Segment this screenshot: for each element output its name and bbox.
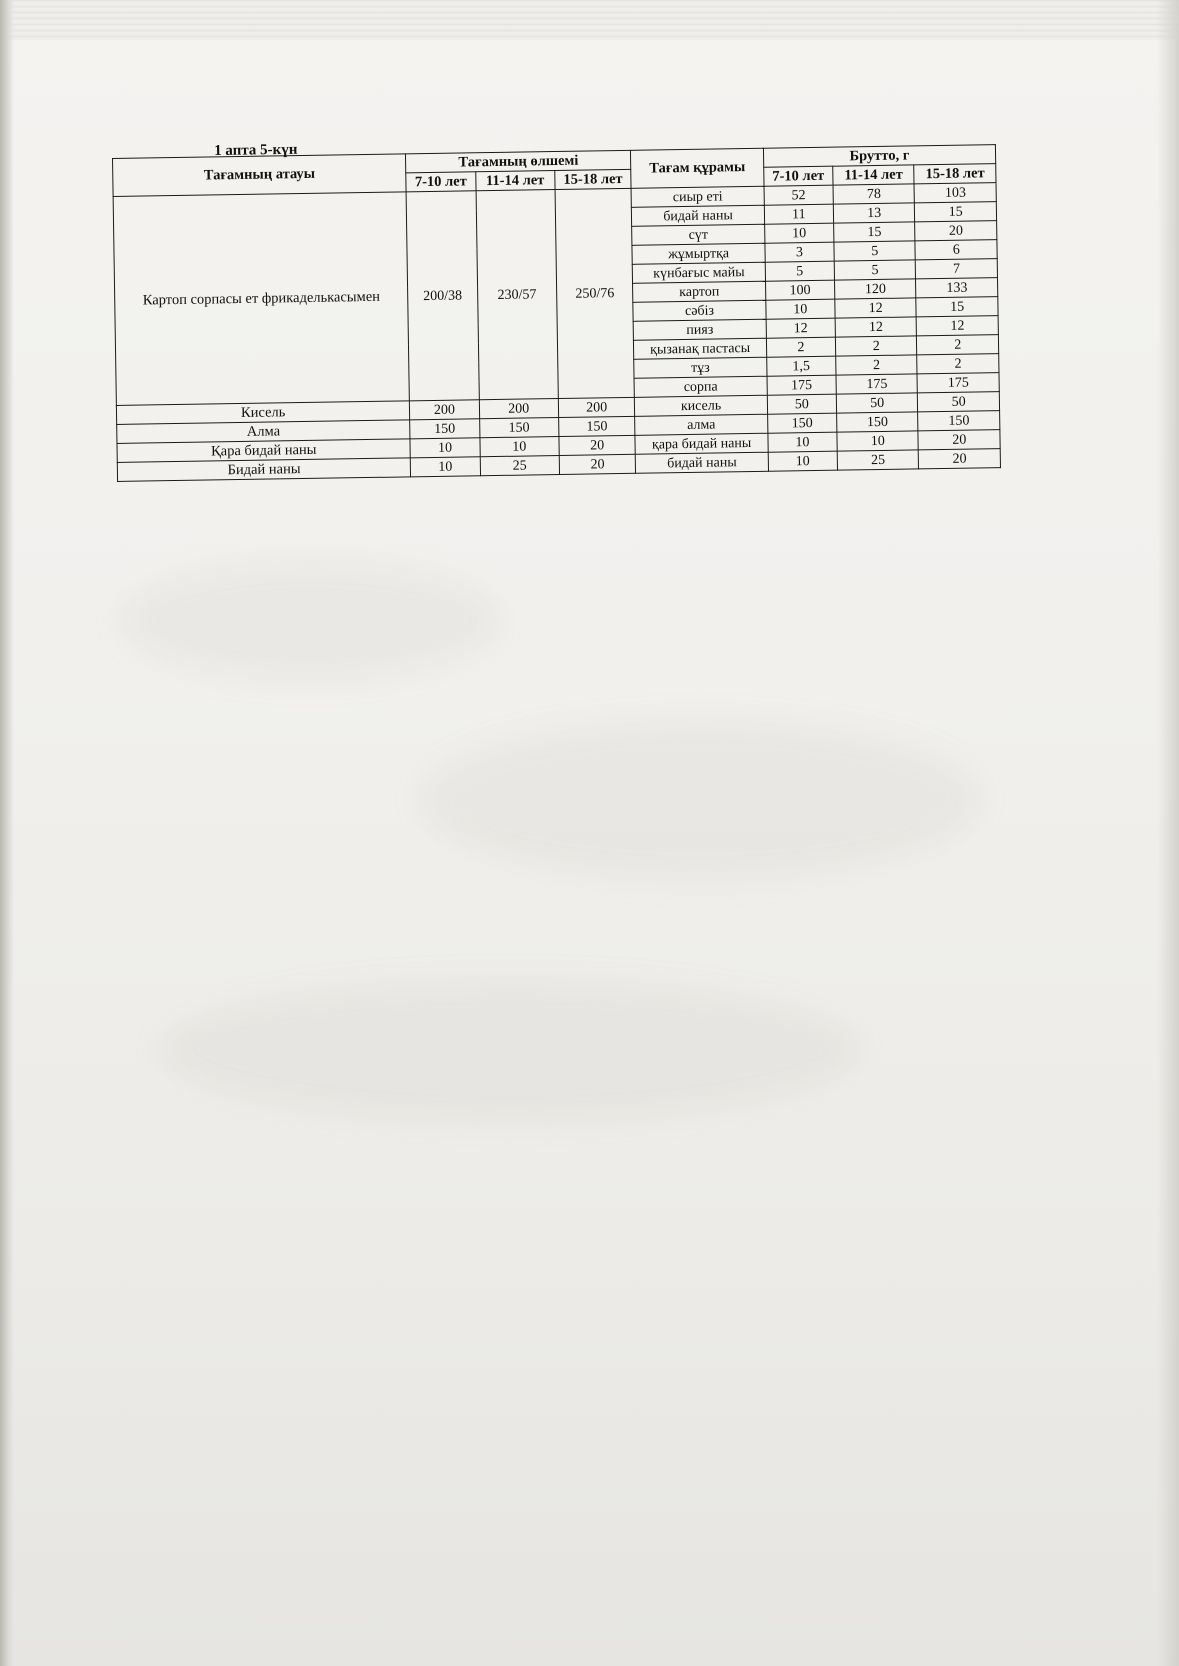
stacked-sheets-edge <box>0 0 1179 40</box>
brutto-cell: 78 <box>833 184 915 204</box>
brutto-cell: 11 <box>764 204 834 224</box>
brutto-cell: 10 <box>768 432 838 452</box>
brutto-cell: 12 <box>917 316 999 336</box>
portion-cell: 10 <box>479 437 559 457</box>
brutto-cell: 15 <box>834 222 916 242</box>
dish-name: Кисель <box>116 401 410 425</box>
portion-cell: 200 <box>558 397 635 417</box>
brutto-cell: 15 <box>916 297 998 317</box>
brutto-cell: 15 <box>915 202 997 222</box>
brutto-cell: 1,5 <box>766 356 836 376</box>
header-age-group: 15-18 лет <box>555 169 632 189</box>
ingredient-name: қызанақ пастасы <box>634 338 767 359</box>
portion-cell: 150 <box>479 418 559 438</box>
header-age-group: 11-14 лет <box>475 171 555 191</box>
brutto-cell: 2 <box>836 355 918 375</box>
brutto-cell: 50 <box>836 393 918 413</box>
dish-name: Қара бидай наны <box>117 439 411 463</box>
brutto-cell: 133 <box>916 278 998 298</box>
ingredient-name: пияз <box>633 319 766 340</box>
brutto-cell: 175 <box>917 373 999 393</box>
brutto-cell: 10 <box>764 223 834 243</box>
portion-cell: 20 <box>559 435 636 455</box>
header-dish-name: Тағамның атауы <box>113 154 407 197</box>
page-left-shadow <box>0 0 14 1666</box>
main-dish-name: Картоп сорпасы ет фрикаделькасымен <box>113 192 410 406</box>
ingredient-name: алма <box>635 414 768 435</box>
brutto-cell: 3 <box>765 242 835 262</box>
portion-cell: 25 <box>480 456 560 476</box>
brutto-cell: 7 <box>916 259 998 279</box>
brutto-cell: 20 <box>918 430 1000 450</box>
brutto-cell: 100 <box>765 280 835 300</box>
brutto-cell: 120 <box>835 279 917 299</box>
header-brutto: Брутто, г <box>763 145 996 168</box>
brutto-cell: 175 <box>836 374 918 394</box>
ingredient-name: күнбағыс майы <box>633 262 766 283</box>
brutto-cell: 150 <box>837 412 919 432</box>
page-right-shadow <box>1157 0 1179 1666</box>
portion-cell: 150 <box>410 419 480 439</box>
portion-cell: 10 <box>411 457 481 477</box>
portion-cell: 200 <box>410 400 480 420</box>
ingredient-name: жұмыртқа <box>632 243 765 264</box>
bleed-through-shadow <box>160 980 860 1120</box>
portion-cell: 200 <box>479 399 559 419</box>
header-age-group: 15-18 лет <box>914 164 996 184</box>
portion-cell: 230/57 <box>476 190 559 400</box>
ingredient-name: картоп <box>633 281 766 302</box>
brutto-cell: 13 <box>833 203 915 223</box>
brutto-cell: 52 <box>764 185 834 205</box>
brutto-cell: 12 <box>835 298 917 318</box>
brutto-cell: 12 <box>766 318 836 338</box>
ingredient-name: бидай наны <box>636 452 769 473</box>
day-heading: 1 апта 5-күн <box>214 141 298 159</box>
dish-name: Алма <box>117 420 411 444</box>
ingredient-name: кисель <box>635 395 768 416</box>
ingredient-name: қара бидай наны <box>635 433 768 454</box>
brutto-cell: 10 <box>768 451 838 471</box>
brutto-cell: 25 <box>837 450 919 470</box>
brutto-cell: 5 <box>834 260 916 280</box>
brutto-cell: 50 <box>767 394 837 414</box>
brutto-cell: 103 <box>914 183 996 203</box>
header-age-group: 11-14 лет <box>833 165 915 185</box>
header-composition: Тағам құрамы <box>631 148 764 188</box>
brutto-cell: 2 <box>917 335 999 355</box>
ingredient-name: бидай наны <box>632 205 765 226</box>
brutto-cell: 150 <box>918 411 1000 431</box>
brutto-cell: 5 <box>834 241 916 261</box>
portion-cell: 20 <box>559 454 636 474</box>
header-portion: Тағамның өлшемі <box>406 150 631 173</box>
brutto-cell: 20 <box>915 221 997 241</box>
portion-cell: 200/38 <box>406 191 479 401</box>
brutto-cell: 12 <box>835 317 917 337</box>
brutto-cell: 175 <box>767 375 837 395</box>
ingredient-name: сиыр еті <box>631 186 764 207</box>
menu-table <box>112 141 1001 482</box>
portion-cell: 250/76 <box>555 188 635 398</box>
portion-cell: 150 <box>559 416 636 436</box>
bleed-through-shadow <box>420 720 980 880</box>
brutto-cell: 20 <box>919 449 1001 469</box>
brutto-cell: 150 <box>767 413 837 433</box>
brutto-cell: 5 <box>765 261 835 281</box>
brutto-cell: 10 <box>766 299 836 319</box>
header-age-group: 7-10 лет <box>406 172 476 192</box>
brutto-cell: 50 <box>918 392 1000 412</box>
ingredient-name: сәбіз <box>633 300 766 321</box>
bleed-through-shadow <box>120 560 500 680</box>
dish-name: Бидай наны <box>117 458 411 482</box>
header-age-group: 7-10 лет <box>763 166 833 186</box>
menu-table-wrapper <box>112 141 1001 482</box>
brutto-cell: 2 <box>766 337 836 357</box>
brutto-cell: 2 <box>835 336 917 356</box>
brutto-cell: 6 <box>915 240 997 260</box>
portion-cell: 10 <box>410 438 480 458</box>
ingredient-name: тұз <box>634 357 767 378</box>
brutto-cell: 2 <box>917 354 999 374</box>
brutto-cell: 10 <box>837 431 919 451</box>
ingredient-name: сүт <box>632 224 765 245</box>
ingredient-name: сорпа <box>634 376 767 397</box>
